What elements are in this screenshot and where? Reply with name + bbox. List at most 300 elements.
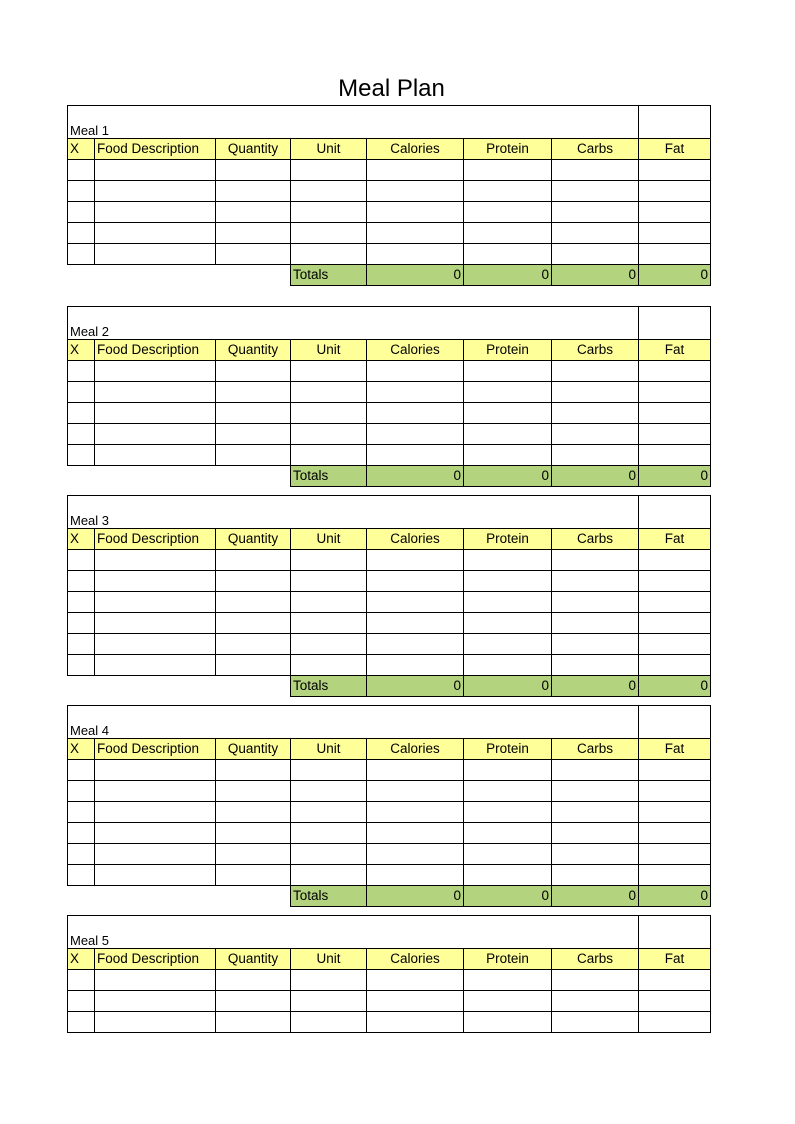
cell-calories[interactable] [367, 634, 464, 655]
column-header-carbs: Carbs [552, 139, 639, 160]
cell-x[interactable] [68, 760, 95, 781]
total-calories: 0 [367, 466, 464, 487]
cell-quantity[interactable] [216, 655, 291, 676]
column-header-food-description: Food Description [95, 739, 216, 760]
cell-calories[interactable] [367, 202, 464, 223]
cell-food-description[interactable] [95, 823, 216, 844]
cell-fat[interactable] [639, 844, 711, 865]
cell-x[interactable] [68, 844, 95, 865]
cell-food-description[interactable] [95, 865, 216, 886]
meal-section-3 [67, 495, 711, 697]
cell-quantity[interactable] [216, 223, 291, 244]
cell-quantity[interactable] [216, 823, 291, 844]
cell-food-description[interactable] [95, 592, 216, 613]
cell-x[interactable] [68, 802, 95, 823]
cell-protein[interactable] [464, 865, 552, 886]
totals-spacer [68, 265, 291, 286]
cell-calories[interactable] [367, 223, 464, 244]
cell-protein[interactable] [464, 445, 552, 466]
meal-corner-cell[interactable] [639, 916, 711, 949]
column-header-food-description: Food Description [95, 139, 216, 160]
totals-spacer [68, 676, 291, 697]
cell-fat[interactable] [639, 571, 711, 592]
cell-food-description[interactable] [95, 181, 216, 202]
cell-protein[interactable] [464, 823, 552, 844]
cell-protein[interactable] [464, 181, 552, 202]
cell-protein[interactable] [464, 844, 552, 865]
cell-unit[interactable] [291, 160, 367, 181]
cell-unit[interactable] [291, 571, 367, 592]
cell-carbs[interactable] [552, 760, 639, 781]
table-row [68, 403, 711, 424]
cell-quantity[interactable] [216, 1012, 291, 1033]
cell-carbs[interactable] [552, 634, 639, 655]
total-carbs: 0 [552, 466, 639, 487]
cell-protein[interactable] [464, 970, 552, 991]
column-header-food-description: Food Description [95, 340, 216, 361]
cell-x[interactable] [68, 613, 95, 634]
meal-section-1 [67, 105, 711, 286]
cell-unit[interactable] [291, 550, 367, 571]
cell-protein[interactable] [464, 424, 552, 445]
column-header-unit: Unit [291, 949, 367, 970]
column-header-calories: Calories [367, 340, 464, 361]
cell-protein[interactable] [464, 613, 552, 634]
total-fat: 0 [639, 265, 711, 286]
cell-unit[interactable] [291, 781, 367, 802]
table-row [68, 1012, 711, 1033]
table-row [68, 844, 711, 865]
total-protein: 0 [464, 676, 552, 697]
cell-fat[interactable] [639, 202, 711, 223]
cell-protein[interactable] [464, 202, 552, 223]
column-header-carbs: Carbs [552, 529, 639, 550]
cell-unit[interactable] [291, 181, 367, 202]
cell-protein[interactable] [464, 781, 552, 802]
cell-fat[interactable] [639, 592, 711, 613]
cell-quantity[interactable] [216, 550, 291, 571]
cell-x[interactable] [68, 970, 95, 991]
totals-row [68, 265, 711, 286]
cell-x[interactable] [68, 592, 95, 613]
cell-protein[interactable] [464, 160, 552, 181]
cell-fat[interactable] [639, 445, 711, 466]
totals-label: Totals [291, 676, 367, 697]
cell-food-description[interactable] [95, 403, 216, 424]
cell-quantity[interactable] [216, 970, 291, 991]
total-calories: 0 [367, 676, 464, 697]
total-calories: 0 [367, 265, 464, 286]
meal-label: Meal 5 [68, 916, 639, 949]
cell-calories[interactable] [367, 445, 464, 466]
cell-food-description[interactable] [95, 655, 216, 676]
column-header-carbs: Carbs [552, 340, 639, 361]
cell-fat[interactable] [639, 361, 711, 382]
cell-protein[interactable] [464, 361, 552, 382]
cell-carbs[interactable] [552, 781, 639, 802]
totals-label: Totals [291, 466, 367, 487]
cell-carbs[interactable] [552, 403, 639, 424]
cell-unit[interactable] [291, 634, 367, 655]
cell-x[interactable] [68, 361, 95, 382]
table-row [68, 802, 711, 823]
column-header-carbs: Carbs [552, 949, 639, 970]
cell-unit[interactable] [291, 802, 367, 823]
cell-food-description[interactable] [95, 802, 216, 823]
cell-calories[interactable] [367, 823, 464, 844]
totals-label: Totals [291, 886, 367, 907]
cell-quantity[interactable] [216, 244, 291, 265]
cell-carbs[interactable] [552, 823, 639, 844]
column-header-food-description: Food Description [95, 529, 216, 550]
column-header-unit: Unit [291, 139, 367, 160]
cell-unit[interactable] [291, 1012, 367, 1033]
cell-calories[interactable] [367, 970, 464, 991]
cell-protein[interactable] [464, 760, 552, 781]
cell-food-description[interactable] [95, 424, 216, 445]
cell-carbs[interactable] [552, 655, 639, 676]
table-row [68, 634, 711, 655]
cell-food-description[interactable] [95, 844, 216, 865]
column-header-protein: Protein [464, 529, 552, 550]
table-row [68, 550, 711, 571]
totals-label: Totals [291, 265, 367, 286]
table-row [68, 592, 711, 613]
cell-protein[interactable] [464, 550, 552, 571]
cell-food-description[interactable] [95, 361, 216, 382]
cell-carbs[interactable] [552, 613, 639, 634]
cell-quantity[interactable] [216, 160, 291, 181]
cell-carbs[interactable] [552, 424, 639, 445]
cell-x[interactable] [68, 424, 95, 445]
meal-section-5 [67, 915, 711, 1033]
column-header-quantity: Quantity [216, 139, 291, 160]
cell-x[interactable] [68, 991, 95, 1012]
table-row [68, 991, 711, 1012]
total-protein: 0 [464, 466, 552, 487]
cell-food-description[interactable] [95, 1012, 216, 1033]
cell-unit[interactable] [291, 202, 367, 223]
cell-unit[interactable] [291, 403, 367, 424]
cell-x[interactable] [68, 382, 95, 403]
table-row [68, 160, 711, 181]
cell-x[interactable] [68, 445, 95, 466]
totals-spacer [68, 886, 291, 907]
column-header-x: X [68, 949, 95, 970]
cell-x[interactable] [68, 865, 95, 886]
cell-fat[interactable] [639, 382, 711, 403]
column-header-carbs: Carbs [552, 739, 639, 760]
cell-protein[interactable] [464, 634, 552, 655]
cell-food-description[interactable] [95, 550, 216, 571]
meal-corner-cell[interactable] [639, 106, 711, 139]
column-header-unit: Unit [291, 340, 367, 361]
column-header-unit: Unit [291, 739, 367, 760]
cell-calories[interactable] [367, 781, 464, 802]
header-row [68, 949, 711, 970]
cell-fat[interactable] [639, 244, 711, 265]
cell-carbs[interactable] [552, 181, 639, 202]
cell-calories[interactable] [367, 571, 464, 592]
meal-section-2 [67, 306, 711, 487]
cell-x[interactable] [68, 223, 95, 244]
cell-calories[interactable] [367, 403, 464, 424]
meal-table [67, 105, 711, 286]
cell-quantity[interactable] [216, 382, 291, 403]
cell-calories[interactable] [367, 1012, 464, 1033]
cell-fat[interactable] [639, 550, 711, 571]
cell-fat[interactable] [639, 781, 711, 802]
cell-x[interactable] [68, 1012, 95, 1033]
cell-food-description[interactable] [95, 991, 216, 1012]
cell-unit[interactable] [291, 424, 367, 445]
column-header-x: X [68, 139, 95, 160]
cell-fat[interactable] [639, 613, 711, 634]
cell-food-description[interactable] [95, 223, 216, 244]
cell-x[interactable] [68, 550, 95, 571]
meal-label: Meal 4 [68, 706, 639, 739]
meal-label: Meal 3 [68, 496, 639, 529]
cell-quantity[interactable] [216, 865, 291, 886]
cell-carbs[interactable] [552, 991, 639, 1012]
cell-calories[interactable] [367, 550, 464, 571]
column-header-protein: Protein [464, 340, 552, 361]
cell-calories[interactable] [367, 382, 464, 403]
cell-calories[interactable] [367, 991, 464, 1012]
cell-x[interactable] [68, 781, 95, 802]
cell-unit[interactable] [291, 592, 367, 613]
meal-corner-cell[interactable] [639, 496, 711, 529]
column-header-fat: Fat [639, 739, 711, 760]
cell-calories[interactable] [367, 361, 464, 382]
cell-carbs[interactable] [552, 223, 639, 244]
cell-carbs[interactable] [552, 202, 639, 223]
cell-carbs[interactable] [552, 865, 639, 886]
total-fat: 0 [639, 886, 711, 907]
meal-label: Meal 2 [68, 307, 639, 340]
cell-quantity[interactable] [216, 445, 291, 466]
cell-quantity[interactable] [216, 202, 291, 223]
cell-x[interactable] [68, 244, 95, 265]
meal-corner-cell[interactable] [639, 307, 711, 340]
cell-carbs[interactable] [552, 445, 639, 466]
header-row [68, 139, 711, 160]
cell-calories[interactable] [367, 760, 464, 781]
total-carbs: 0 [552, 886, 639, 907]
cell-unit[interactable] [291, 361, 367, 382]
cell-calories[interactable] [367, 802, 464, 823]
column-header-protein: Protein [464, 949, 552, 970]
cell-carbs[interactable] [552, 160, 639, 181]
totals-row [68, 886, 711, 907]
header-row [68, 739, 711, 760]
meal-table [67, 306, 711, 487]
cell-fat[interactable] [639, 181, 711, 202]
cell-calories[interactable] [367, 613, 464, 634]
cell-x[interactable] [68, 634, 95, 655]
cell-calories[interactable] [367, 865, 464, 886]
total-protein: 0 [464, 886, 552, 907]
cell-quantity[interactable] [216, 592, 291, 613]
cell-protein[interactable] [464, 382, 552, 403]
table-row [68, 424, 711, 445]
column-header-x: X [68, 529, 95, 550]
table-row [68, 244, 711, 265]
cell-food-description[interactable] [95, 634, 216, 655]
cell-fat[interactable] [639, 865, 711, 886]
cell-protein[interactable] [464, 802, 552, 823]
cell-carbs[interactable] [552, 844, 639, 865]
cell-quantity[interactable] [216, 802, 291, 823]
cell-quantity[interactable] [216, 634, 291, 655]
cell-protein[interactable] [464, 1012, 552, 1033]
table-row [68, 202, 711, 223]
column-header-unit: Unit [291, 529, 367, 550]
cell-fat[interactable] [639, 1012, 711, 1033]
column-header-quantity: Quantity [216, 949, 291, 970]
cell-food-description[interactable] [95, 781, 216, 802]
column-header-calories: Calories [367, 529, 464, 550]
table-row [68, 382, 711, 403]
table-row [68, 823, 711, 844]
cell-quantity[interactable] [216, 991, 291, 1012]
cell-fat[interactable] [639, 991, 711, 1012]
cell-fat[interactable] [639, 160, 711, 181]
meal-label: Meal 1 [68, 106, 639, 139]
cell-food-description[interactable] [95, 760, 216, 781]
cell-calories[interactable] [367, 181, 464, 202]
cell-x[interactable] [68, 181, 95, 202]
cell-fat[interactable] [639, 424, 711, 445]
table-row [68, 865, 711, 886]
cell-food-description[interactable] [95, 160, 216, 181]
cell-food-description[interactable] [95, 970, 216, 991]
meal-corner-cell[interactable] [639, 706, 711, 739]
cell-protein[interactable] [464, 403, 552, 424]
cell-x[interactable] [68, 655, 95, 676]
cell-calories[interactable] [367, 244, 464, 265]
column-header-x: X [68, 739, 95, 760]
cell-quantity[interactable] [216, 403, 291, 424]
cell-carbs[interactable] [552, 550, 639, 571]
cell-food-description[interactable] [95, 382, 216, 403]
column-header-food-description: Food Description [95, 949, 216, 970]
cell-x[interactable] [68, 403, 95, 424]
cell-fat[interactable] [639, 823, 711, 844]
cell-unit[interactable] [291, 613, 367, 634]
cell-food-description[interactable] [95, 571, 216, 592]
cell-fat[interactable] [639, 760, 711, 781]
cell-unit[interactable] [291, 655, 367, 676]
cell-food-description[interactable] [95, 202, 216, 223]
cell-food-description[interactable] [95, 445, 216, 466]
page-title: Meal Plan [338, 75, 445, 102]
cell-x[interactable] [68, 160, 95, 181]
cell-carbs[interactable] [552, 571, 639, 592]
cell-fat[interactable] [639, 634, 711, 655]
cell-quantity[interactable] [216, 844, 291, 865]
cell-fat[interactable] [639, 970, 711, 991]
cell-protein[interactable] [464, 244, 552, 265]
column-header-fat: Fat [639, 139, 711, 160]
table-row [68, 571, 711, 592]
cell-protein[interactable] [464, 571, 552, 592]
cell-food-description[interactable] [95, 613, 216, 634]
cell-carbs[interactable] [552, 361, 639, 382]
cell-unit[interactable] [291, 244, 367, 265]
table-row [68, 613, 711, 634]
cell-carbs[interactable] [552, 592, 639, 613]
cell-unit[interactable] [291, 844, 367, 865]
table-row [68, 970, 711, 991]
column-header-x: X [68, 340, 95, 361]
cell-protein[interactable] [464, 991, 552, 1012]
cell-calories[interactable] [367, 844, 464, 865]
column-header-protein: Protein [464, 739, 552, 760]
totals-row [68, 466, 711, 487]
cell-quantity[interactable] [216, 424, 291, 445]
column-header-protein: Protein [464, 139, 552, 160]
cell-unit[interactable] [291, 223, 367, 244]
cell-carbs[interactable] [552, 1012, 639, 1033]
total-protein: 0 [464, 265, 552, 286]
cell-unit[interactable] [291, 865, 367, 886]
cell-fat[interactable] [639, 403, 711, 424]
cell-quantity[interactable] [216, 361, 291, 382]
cell-quantity[interactable] [216, 781, 291, 802]
cell-x[interactable] [68, 571, 95, 592]
cell-fat[interactable] [639, 655, 711, 676]
table-row [68, 181, 711, 202]
cell-x[interactable] [68, 202, 95, 223]
cell-unit[interactable] [291, 382, 367, 403]
total-fat: 0 [639, 466, 711, 487]
cell-unit[interactable] [291, 991, 367, 1012]
cell-protein[interactable] [464, 655, 552, 676]
cell-carbs[interactable] [552, 970, 639, 991]
cell-unit[interactable] [291, 445, 367, 466]
cell-fat[interactable] [639, 223, 711, 244]
cell-quantity[interactable] [216, 613, 291, 634]
header-row [68, 529, 711, 550]
cell-carbs[interactable] [552, 244, 639, 265]
cell-carbs[interactable] [552, 382, 639, 403]
column-header-fat: Fat [639, 529, 711, 550]
cell-fat[interactable] [639, 802, 711, 823]
cell-unit[interactable] [291, 760, 367, 781]
column-header-quantity: Quantity [216, 340, 291, 361]
cell-protein[interactable] [464, 592, 552, 613]
meal-section-4 [67, 705, 711, 907]
cell-unit[interactable] [291, 970, 367, 991]
cell-calories[interactable] [367, 424, 464, 445]
total-calories: 0 [367, 886, 464, 907]
cell-food-description[interactable] [95, 244, 216, 265]
cell-calories[interactable] [367, 160, 464, 181]
cell-unit[interactable] [291, 823, 367, 844]
header-row [68, 340, 711, 361]
cell-quantity[interactable] [216, 181, 291, 202]
cell-calories[interactable] [367, 655, 464, 676]
cell-x[interactable] [68, 823, 95, 844]
cell-carbs[interactable] [552, 802, 639, 823]
table-row [68, 781, 711, 802]
column-header-quantity: Quantity [216, 739, 291, 760]
cell-quantity[interactable] [216, 760, 291, 781]
cell-calories[interactable] [367, 592, 464, 613]
cell-quantity[interactable] [216, 571, 291, 592]
cell-protein[interactable] [464, 223, 552, 244]
